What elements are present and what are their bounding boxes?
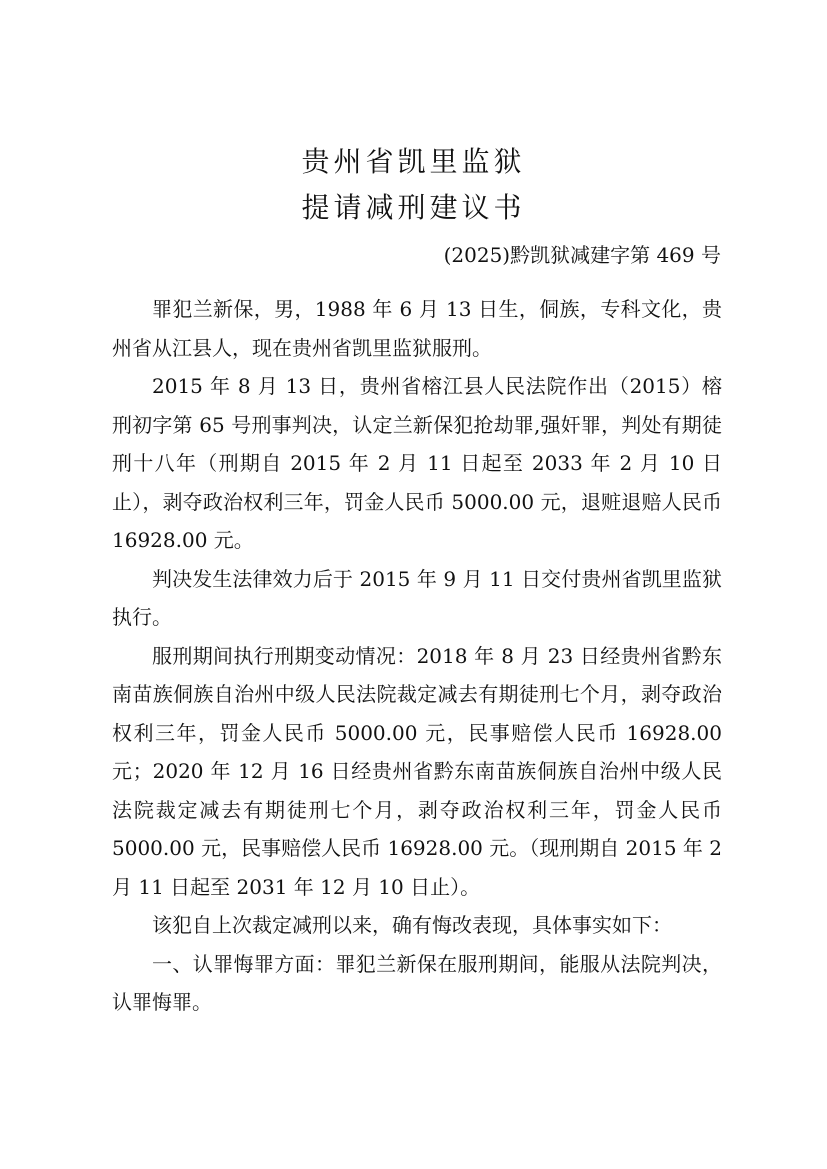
document-number: (2025)黔凯狱减建字第 469 号	[443, 243, 721, 267]
paragraph-judgment: 2015 年 8 月 13 日，贵州省榕江县人民法院作出（2015）榕刑初字第 65 号刑事判决，认定兰新保犯抢劫罪,强奸罪，判处有期徒刑十八年（刑期自 2015 年 2 月 11 日起至 2033 年 2 月 10 日止），剥夺政治权利三年，罚金人民币 5000.00 元，退赃退赔人民币 16928.00 元。	[112, 374, 722, 552]
paragraph-execution: 判决发生法律效力后于 2015 年 9 月 11 日交付贵州省凯里监狱执行。	[112, 566, 722, 629]
document-title: 提请减刑建议书	[301, 191, 526, 224]
document-body	[112, 290, 722, 1022]
document-title-org: 贵州省凯里监狱	[301, 145, 526, 178]
paragraph-guilt-admission: 一、认罪悔罪方面：罪犯兰新保在服刑期间，能服从法院判决，认罪悔罪。	[112, 951, 722, 1014]
paragraph-prisoner-info: 罪犯兰新保，男，1988 年 6 月 13 日生，侗族，专科文化，贵州省从江县人，现在贵州省凯里监狱服刑。	[112, 297, 722, 360]
paragraph-repentance-intro: 该犯自上次裁定减刑以来，确有悔改表现，具体事实如下：	[152, 913, 672, 937]
paragraph-sentence-changes: 服刑期间执行刑期变动情况：2018 年 8 月 23 日经贵州省黔东南苗族侗族自治州中级人民法院裁定减去有期徒刑七个月，剥夺政治权利三年，罚金人民币 5000.00 元，民事赔偿人民币 16928.00 元；2020 年 12 月 16 日经贵州省黔东南苗族侗族自治州中级人民法院裁定减去有期徒刑七个月，剥夺政治权利三年，罚金人民币 5000.00 元，民事赔偿人民币 16928.00 元。（现刑期自 2015 年 2 月 11 日起至 2031 年 12 月 10 日止）。	[112, 643, 722, 899]
